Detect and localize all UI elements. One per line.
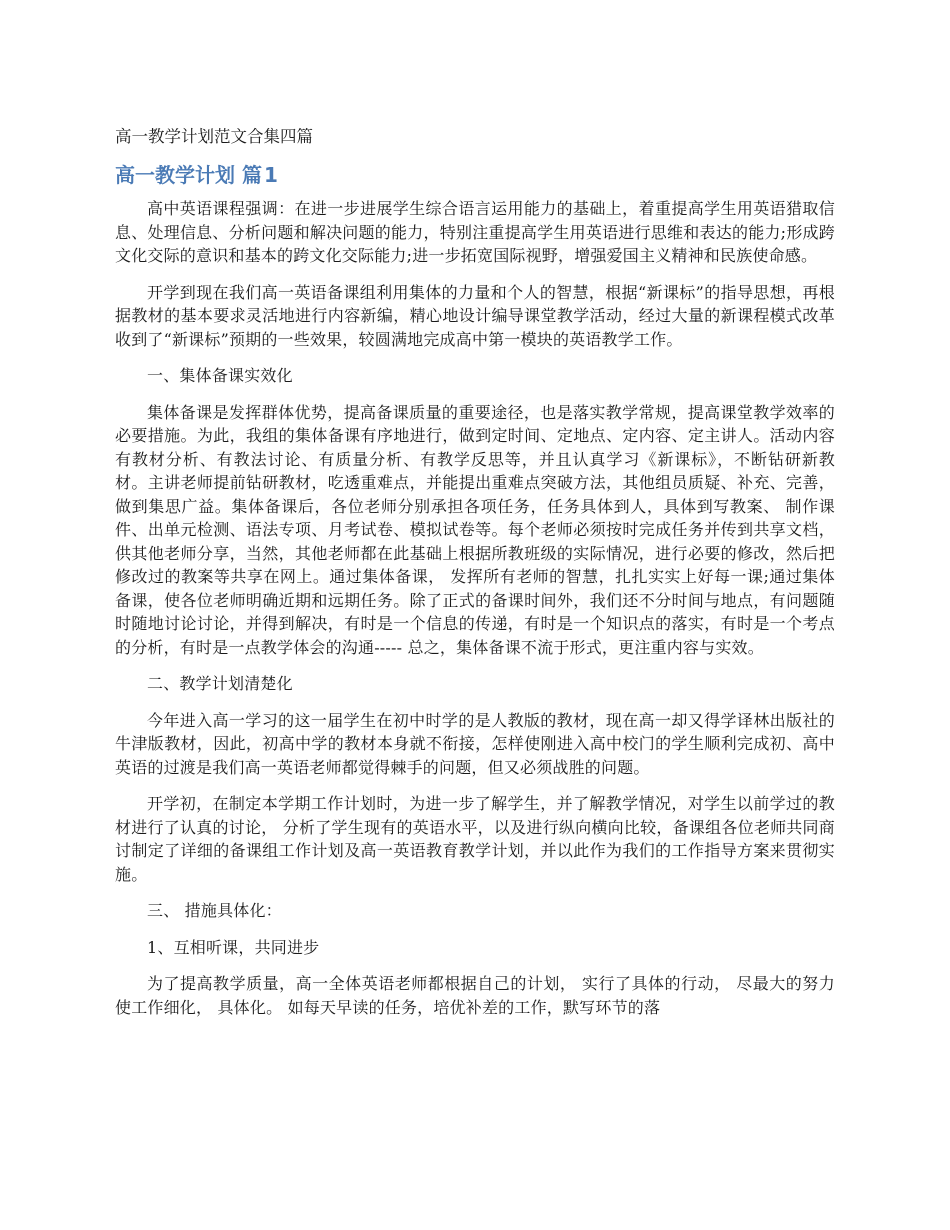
section-heading-number: 1 bbox=[263, 163, 278, 187]
document-title: 高一教学计划范文合集四篇 bbox=[115, 127, 313, 146]
subheading-mutual-observation: 1、互相听课，共同进步 bbox=[147, 937, 320, 957]
paragraph-quality-improvement: 为了提高教学质量，高一全体英语老师都根据自己的计划， 实行了具体的行动， 尽最大的努力使工作细化， 具体化。 如每天早读的任务，培优补差的工作，默写环节的落 bbox=[115, 974, 835, 1017]
paragraph-semester-start: 开学初，在制定本学期工作计划时，为进一步了解学生，并了解教学情况，对学生以前学过的教材进行了认真的讨论， 分析了学生现有的英语水平，以及进行纵向横向比较，备课组各位老师共同商讨制定了详细的备课组工作计划及高一英语教育教学计划，并以此作为我们的工作指导方案来贯彻实施。 bbox=[115, 794, 835, 884]
paragraph-progress: 开学到现在我们高一英语备课组利用集体的力量和个人的智慧，根据“新课标”的指导思想，再根据教材的基本要求灵活地进行内容新编，精心地设计编导课堂教学活动，经过大量的新课程模式改革收到了“新课标”预期的一些效果，较圆满地完成高中第一模块的英语教学工作。 bbox=[115, 282, 835, 349]
section-heading-text: 高一教学计划 篇 bbox=[115, 163, 262, 187]
subheading-measures: 三、 措施具体化： bbox=[147, 901, 282, 920]
document-page bbox=[115, 124, 835, 1032]
subheading-collective-prep: 一、集体备课实效化 bbox=[147, 366, 293, 385]
paragraph-intro: 高中英语课程强调：在进一步进展学生综合语言运用能力的基础上，着重提高学生用英语猎取信息、处理信息、分析问题和解决问题的能力，特别注重提高学生用英语进行思维和表达的能力;形成跨文化交际的意识和基本的跨文化交际能力;进一步拓宽国际视野，增强爱国主义精神和民族使命感。 bbox=[115, 199, 835, 265]
paragraph-collective-prep: 集体备课是发挥群体优势，提高备课质量的重要途径，也是落实教学常规，提高课堂教学效率的必要措施。为此，我组的集体备课有序地进行，做到定时间、定地点、定内容、定主讲人。活动内容有教材分析、有教法讨论、有质量分析、有教学反思等，并且认真学习《新课标》，不断钻研新教材。主讲老师提前钻研教材，吃透重难点，并能提出重难点突破方法，其他组员质疑、补充、完善，做到集思广益。集体备课后，各位老师分别承担各项任务，任务具体到人，具体到写教案、 制作课件、出单元检测、语法专项、月考试卷、模拟试卷等。每个老师必须按时完成任务并传到共享文档， 供其他老师分享，当然，其他老师都在此基础上根据所教班级的实际情况，进行必要的修改，然后把修改过的教案等共享在网上。通过集体备课， 发挥所有老师的智慧，扎扎实实上好每一课;通过集体备课，使各位老师明确近期和远期任务。除了正式的备课时间外，我们还不分时间与地点，有问题随时随地讨论讨论，并得到解决，有时是一个信息的传递，有时是一个知识点的落实，有时是一个考点的分析，有时是一点教学体会的沟通----- 总之，集体备课不流于形式，更注重内容与实效。 bbox=[115, 402, 835, 657]
section-heading bbox=[115, 160, 835, 190]
subheading-teaching-plan: 二、教学计划清楚化 bbox=[147, 674, 293, 693]
paragraph-textbook-transition: 今年进入高一学习的这一届学生在初中时学的是人教版的教材，现在高一却又得学译林出版社的牛津版教材，因此，初高中学的教材本身就不衔接，怎样使刚进入高中校门的学生顺利完成初、高中英语的过渡是我们高一英语老师都觉得棘手的问题，但又必须战胜的问题。 bbox=[115, 710, 835, 777]
